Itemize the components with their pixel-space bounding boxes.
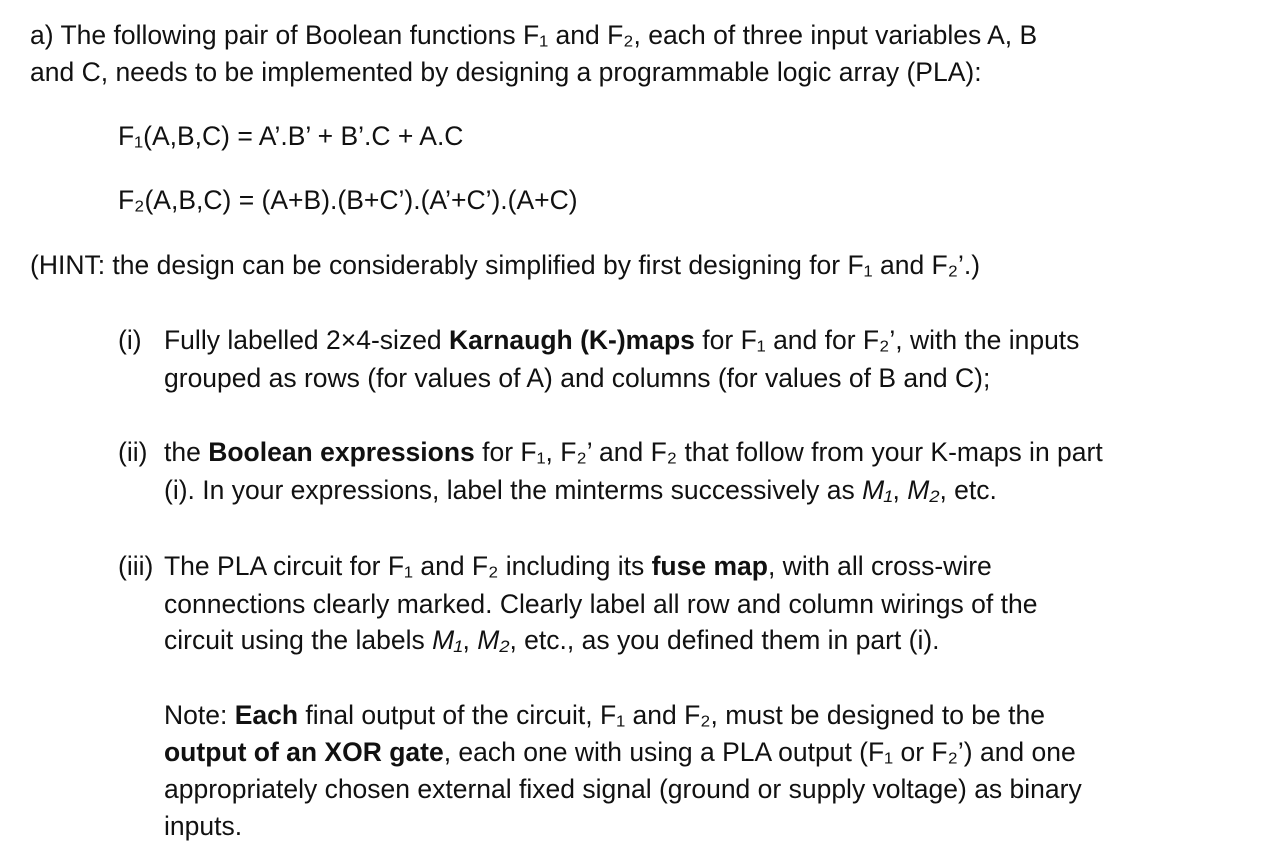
part-ii-line-1 xyxy=(164,434,1103,470)
part-iii-text-a: The PLA circuit for F₁ and F₂ including its xyxy=(164,551,652,581)
part-ii-m2: M₂ xyxy=(907,475,940,505)
part-iii-text-c: circuit using the labels xyxy=(164,625,433,655)
part-i-bold-karnaugh: Karnaugh (K-)maps xyxy=(449,325,695,355)
hint-text: (HINT: the design can be considerably simplified by first designing for F₁ and F₂’.) xyxy=(30,250,981,280)
note-line-3: appropriately chosen external fixed signal (ground or supply voltage) as binary xyxy=(164,774,1082,804)
intro-line-1: a) The following pair of Boolean functions F₁ and F₂, each of three input variables A, B xyxy=(30,20,1038,50)
part-iii-label: (iii) xyxy=(118,551,154,581)
part-ii-sep: , xyxy=(892,475,908,505)
part-ii-text-a: the xyxy=(164,437,209,467)
note-line-2 xyxy=(164,734,1076,770)
part-iii-text-b: , with all cross-wire xyxy=(767,551,992,581)
part-ii-text-b: for F₁, F₂’ and F₂ that follow from your K-maps in part xyxy=(474,437,1103,467)
intro-line-2: and C, needs to be implemented by designing a programmable logic array (PLA): xyxy=(30,57,982,87)
part-ii-bold-boolean: Boolean expressions xyxy=(208,437,475,467)
part-iii-sep: , xyxy=(462,625,478,655)
part-iii-m2: M₂ xyxy=(477,625,510,655)
part-iii-bold-fuse-map: fuse map xyxy=(651,551,768,581)
note-bold-xor: output of an XOR gate xyxy=(164,737,444,767)
note-bold-each: Each xyxy=(234,700,299,730)
part-i-text-b: for F₁ and for F₂’, with the inputs xyxy=(694,325,1080,355)
part-iii-text-d: , etc., as you defined them in part (i). xyxy=(509,625,940,655)
note-text-b: final output of the circuit, F₁ and F₂, must be designed to be the xyxy=(298,700,1045,730)
note-line-1 xyxy=(164,697,1045,733)
note-text-a: Note: xyxy=(164,700,235,730)
note-line-4: inputs. xyxy=(164,811,243,841)
part-i-line-1 xyxy=(164,322,1079,358)
part-i-label: (i) xyxy=(118,325,142,355)
part-i-text-a: Fully labelled 2×4-sized xyxy=(164,325,450,355)
part-i-line-2: grouped as rows (for values of A) and columns (for values of B and C); xyxy=(164,363,991,393)
part-ii-text-d: , etc. xyxy=(939,475,997,505)
part-iii-line-1 xyxy=(164,548,992,584)
note-text-c: , each one with using a PLA output (F₁ or F₂’) and one xyxy=(443,737,1076,767)
part-iii-line-3 xyxy=(164,622,940,658)
part-iii-m1: M₁ xyxy=(432,625,463,655)
part-ii-m1: M₁ xyxy=(862,475,893,505)
part-ii-line-2 xyxy=(164,472,997,508)
equation-f1: F₁(A,B,C) = A’.B’ + B’.C + A.C xyxy=(118,121,464,151)
part-ii-label: (ii) xyxy=(118,437,148,467)
part-iii-line-2: connections clearly marked. Clearly label all row and column wirings of the xyxy=(164,589,1038,619)
part-ii-text-c: (i). In your expressions, label the minterms successively as xyxy=(164,475,863,505)
equation-f2: F₂(A,B,C) = (A+B).(B+C’).(A’+C’).(A+C) xyxy=(118,185,578,215)
